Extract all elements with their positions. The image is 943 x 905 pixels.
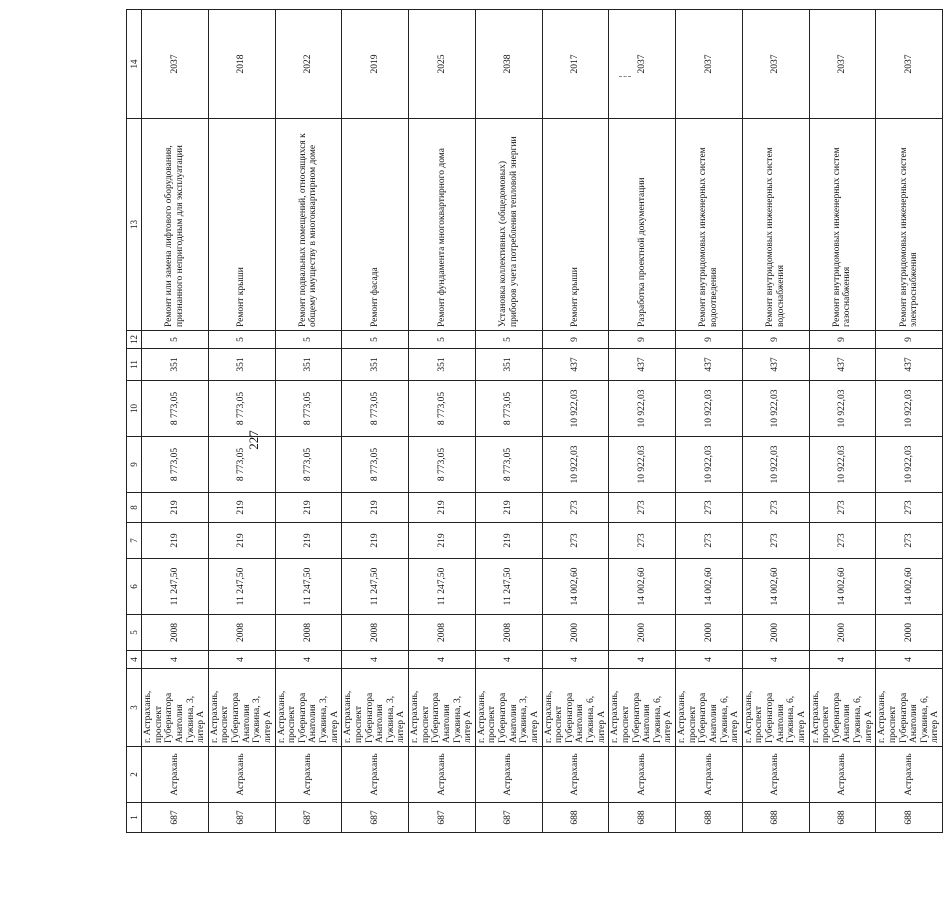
cell-col11: 351	[409, 349, 476, 381]
cell-address: г. Астрахань, проспект Губернатора Анатолия Гужвина, 3, литер А	[275, 669, 342, 747]
table-row	[409, 10, 476, 833]
cell-planned-year: 2037	[876, 10, 943, 119]
table-body	[142, 10, 943, 833]
table-row	[142, 10, 209, 833]
cell-col9: 10 922,03	[676, 437, 743, 493]
table-row	[876, 10, 943, 833]
cell-col8: 273	[542, 493, 609, 523]
cell-col11: 351	[342, 349, 409, 381]
cell-col10: 8 773,05	[142, 381, 209, 437]
cell-year: 2008	[275, 615, 342, 651]
cell-record-number: 688	[676, 803, 743, 833]
cell-col12: 5	[475, 331, 542, 349]
column-number-header: 9	[127, 437, 142, 493]
cell-floors: 4	[409, 651, 476, 669]
cell-planned-year: 2037	[142, 10, 209, 119]
cell-work-type: Разработка проектной документации	[609, 119, 676, 331]
cell-work-type: Ремонт крыши	[542, 119, 609, 331]
cell-col11: 351	[142, 349, 209, 381]
cell-col11: 351	[475, 349, 542, 381]
cell-settlement: Астрахань	[609, 747, 676, 803]
cell-col7: 273	[809, 523, 876, 559]
cell-year: 2000	[542, 615, 609, 651]
column-number-header: 8	[127, 493, 142, 523]
cell-address: г. Астрахань, проспект Губернатора Анатолия Гужвина, 6, литер А	[609, 669, 676, 747]
cell-col12: 9	[542, 331, 609, 349]
table-row	[609, 10, 676, 833]
cell-settlement: Астрахань	[275, 747, 342, 803]
cell-address: г. Астрахань, проспект Губернатора Анатолия Гужвина, 6, литер А	[742, 669, 809, 747]
column-number-header: 4	[127, 651, 142, 669]
cell-total-area: 11 247,50	[208, 559, 275, 615]
cell-work-type: Установка коллективных (общедомовых) приборов учета потребления тепловой энергии	[475, 119, 542, 331]
cell-address: г. Астрахань, проспект Губернатора Анатолия Гужвина, 6, литер А	[542, 669, 609, 747]
cell-col11: 437	[876, 349, 943, 381]
cell-year: 2008	[208, 615, 275, 651]
cell-col7: 219	[208, 523, 275, 559]
cell-floors: 4	[142, 651, 209, 669]
cell-col7: 273	[876, 523, 943, 559]
cell-year: 2008	[342, 615, 409, 651]
cell-col7: 219	[342, 523, 409, 559]
cell-col8: 273	[742, 493, 809, 523]
cell-planned-year: 2019	[342, 10, 409, 119]
cell-col8: 219	[475, 493, 542, 523]
cell-col11: 437	[742, 349, 809, 381]
cell-col12: 9	[742, 331, 809, 349]
cell-col10: 8 773,05	[409, 381, 476, 437]
cell-planned-year: 2018	[208, 10, 275, 119]
cell-address: г. Астрахань, проспект Губернатора Анатолия Гужвина, 6, литер А	[809, 669, 876, 747]
cell-floors: 4	[208, 651, 275, 669]
cell-col9: 8 773,05	[475, 437, 542, 493]
cell-planned-year: 2022	[275, 10, 342, 119]
cell-col9: 10 922,03	[809, 437, 876, 493]
cell-address: г. Астрахань, проспект Губернатора Анатолия Гужвина, 6, литер А	[876, 669, 943, 747]
cell-year: 2000	[742, 615, 809, 651]
cell-floors: 4	[676, 651, 743, 669]
cell-settlement: Астрахань	[142, 747, 209, 803]
cell-col12: 5	[342, 331, 409, 349]
cell-col10: 8 773,05	[342, 381, 409, 437]
cell-col8: 219	[342, 493, 409, 523]
cell-floors: 4	[475, 651, 542, 669]
cell-total-area: 11 247,50	[142, 559, 209, 615]
column-number-header: 6	[127, 559, 142, 615]
cell-work-type: Ремонт или замена лифтового оборудования, признанного непригодным для эксплуатации	[142, 119, 209, 331]
column-number-header: 2	[127, 747, 142, 803]
cell-planned-year: 2037	[676, 10, 743, 119]
column-number-header: 11	[127, 349, 142, 381]
rotated-table-frame	[126, 54, 941, 833]
cell-total-area: 14 002,60	[809, 559, 876, 615]
cell-settlement: Астрахань	[342, 747, 409, 803]
cell-col8: 273	[809, 493, 876, 523]
cell-col10: 8 773,05	[208, 381, 275, 437]
cell-col7: 219	[142, 523, 209, 559]
cell-work-type: Ремонт внутридомовых инженерных систем водоотведения	[676, 119, 743, 331]
cell-col7: 273	[609, 523, 676, 559]
cell-col7: 219	[475, 523, 542, 559]
cell-total-area: 14 002,60	[676, 559, 743, 615]
cell-work-type: Ремонт внутридомовых инженерных систем водоснабжения	[742, 119, 809, 331]
table-row	[676, 10, 743, 833]
cell-planned-year: 2037	[809, 10, 876, 119]
repair-schedule-table	[126, 9, 943, 833]
cell-total-area: 14 002,60	[876, 559, 943, 615]
column-number-header: 1	[127, 803, 142, 833]
cell-record-number: 688	[609, 803, 676, 833]
cell-col9: 10 922,03	[542, 437, 609, 493]
cell-col12: 5	[275, 331, 342, 349]
cell-work-type: Ремонт внутридомовых инженерных систем газоснабжения	[809, 119, 876, 331]
cell-record-number: 687	[409, 803, 476, 833]
cell-col11: 437	[542, 349, 609, 381]
cell-col8: 219	[208, 493, 275, 523]
cell-col10: 8 773,05	[275, 381, 342, 437]
table-row	[542, 10, 609, 833]
cell-col9: 8 773,05	[409, 437, 476, 493]
cell-settlement: Астрахань	[208, 747, 275, 803]
cell-record-number: 688	[742, 803, 809, 833]
cell-col9: 10 922,03	[742, 437, 809, 493]
cell-total-area: 11 247,50	[342, 559, 409, 615]
cell-floors: 4	[342, 651, 409, 669]
cell-work-type: Ремонт подвальных помещений, относящихся к общему имуществу в многоквартирном доме	[275, 119, 342, 331]
column-number-header: 5	[127, 615, 142, 651]
cell-col10: 8 773,05	[475, 381, 542, 437]
cell-record-number: 687	[342, 803, 409, 833]
cell-year: 2000	[609, 615, 676, 651]
cell-col7: 219	[409, 523, 476, 559]
cell-planned-year: 2017	[542, 10, 609, 119]
column-number-row	[127, 10, 142, 833]
cell-col9: 8 773,05	[208, 437, 275, 493]
cell-floors: 4	[542, 651, 609, 669]
cell-floors: 4	[742, 651, 809, 669]
cell-address: г. Астрахань, проспект Губернатора Анатолия Гужвина, 3, литер А	[142, 669, 209, 747]
cell-planned-year: 2037	[609, 10, 676, 119]
table-row	[342, 10, 409, 833]
cell-col8: 219	[409, 493, 476, 523]
cell-year: 2000	[876, 615, 943, 651]
cell-col12: 5	[208, 331, 275, 349]
cell-total-area: 14 002,60	[542, 559, 609, 615]
cell-col11: 437	[809, 349, 876, 381]
cell-record-number: 687	[275, 803, 342, 833]
cell-col12: 9	[876, 331, 943, 349]
cell-col8: 219	[142, 493, 209, 523]
cell-year: 2008	[475, 615, 542, 651]
cell-total-area: 11 247,50	[475, 559, 542, 615]
cell-col9: 10 922,03	[609, 437, 676, 493]
cell-planned-year: 2037	[742, 10, 809, 119]
cell-settlement: Астрахань	[542, 747, 609, 803]
cell-col12: 9	[676, 331, 743, 349]
cell-settlement: Астрахань	[742, 747, 809, 803]
cell-total-area: 14 002,60	[609, 559, 676, 615]
column-number-header: 13	[127, 119, 142, 331]
table-row	[809, 10, 876, 833]
cell-work-type: Ремонт внутридомовых инженерных систем электроснабжения	[876, 119, 943, 331]
cell-address: г. Астрахань, проспект Губернатора Анатолия Гужвина, 3, литер А	[409, 669, 476, 747]
cell-year: 2000	[809, 615, 876, 651]
cell-floors: 4	[609, 651, 676, 669]
cell-year: 2000	[676, 615, 743, 651]
cell-col11: 351	[275, 349, 342, 381]
table-row	[275, 10, 342, 833]
cell-col9: 8 773,05	[275, 437, 342, 493]
cell-record-number: 688	[809, 803, 876, 833]
cell-floors: 4	[876, 651, 943, 669]
cell-settlement: Астрахань	[876, 747, 943, 803]
cell-year: 2008	[409, 615, 476, 651]
cell-work-type: Ремонт фасада	[342, 119, 409, 331]
cell-col9: 8 773,05	[142, 437, 209, 493]
cell-col11: 437	[676, 349, 743, 381]
cell-col7: 219	[275, 523, 342, 559]
cell-floors: 4	[809, 651, 876, 669]
cell-floors: 4	[275, 651, 342, 669]
cell-settlement: Астрахань	[676, 747, 743, 803]
cell-col10: 10 922,03	[809, 381, 876, 437]
cell-col10: 10 922,03	[676, 381, 743, 437]
cell-work-type: Ремонт крыши	[208, 119, 275, 331]
cell-col10: 10 922,03	[609, 381, 676, 437]
cell-settlement: Астрахань	[809, 747, 876, 803]
cell-total-area: 14 002,60	[742, 559, 809, 615]
cell-col12: 5	[409, 331, 476, 349]
cell-col11: 351	[208, 349, 275, 381]
cell-col8: 219	[275, 493, 342, 523]
cell-col12: 9	[809, 331, 876, 349]
cell-col9: 8 773,05	[342, 437, 409, 493]
cell-col8: 273	[876, 493, 943, 523]
cell-planned-year: 2025	[409, 10, 476, 119]
cell-address: г. Астрахань, проспект Губернатора Анатолия Гужвина, 3, литер А	[208, 669, 275, 747]
cell-record-number: 688	[542, 803, 609, 833]
column-number-header: 12	[127, 331, 142, 349]
cell-total-area: 11 247,50	[409, 559, 476, 615]
cell-col9: 10 922,03	[876, 437, 943, 493]
cell-record-number: 687	[208, 803, 275, 833]
cell-work-type: Ремонт фундамента многоквартирного дома	[409, 119, 476, 331]
cell-col12: 5	[142, 331, 209, 349]
cell-record-number: 688	[876, 803, 943, 833]
column-number-header: 10	[127, 381, 142, 437]
cell-year: 2008	[142, 615, 209, 651]
cell-record-number: 687	[142, 803, 209, 833]
cell-address: г. Астрахань, проспект Губернатора Анатолия Гужвина, 6, литер А	[676, 669, 743, 747]
table-row	[475, 10, 542, 833]
cell-col10: 10 922,03	[742, 381, 809, 437]
cell-col7: 273	[676, 523, 743, 559]
cell-col10: 10 922,03	[542, 381, 609, 437]
cell-col12: 9	[609, 331, 676, 349]
cell-planned-year: 2038	[475, 10, 542, 119]
column-number-header: 3	[127, 669, 142, 747]
cell-col11: 437	[609, 349, 676, 381]
cell-col10: 10 922,03	[876, 381, 943, 437]
cell-address: г. Астрахань, проспект Губернатора Анатолия Гужвина, 3, литер А	[475, 669, 542, 747]
table-container	[126, 54, 941, 833]
page-number: 227	[246, 430, 261, 450]
table-row	[208, 10, 275, 833]
column-number-header: 14	[127, 10, 142, 119]
cell-address: г. Астрахань, проспект Губернатора Анатолия Гужвина, 3, литер А	[342, 669, 409, 747]
cell-settlement: Астрахань	[409, 747, 476, 803]
cell-record-number: 687	[475, 803, 542, 833]
cell-total-area: 11 247,50	[275, 559, 342, 615]
table-row	[742, 10, 809, 833]
cell-settlement: Астрахань	[475, 747, 542, 803]
cell-col8: 273	[676, 493, 743, 523]
column-number-header: 7	[127, 523, 142, 559]
cell-col7: 273	[742, 523, 809, 559]
cell-col8: 273	[609, 493, 676, 523]
cell-col7: 273	[542, 523, 609, 559]
